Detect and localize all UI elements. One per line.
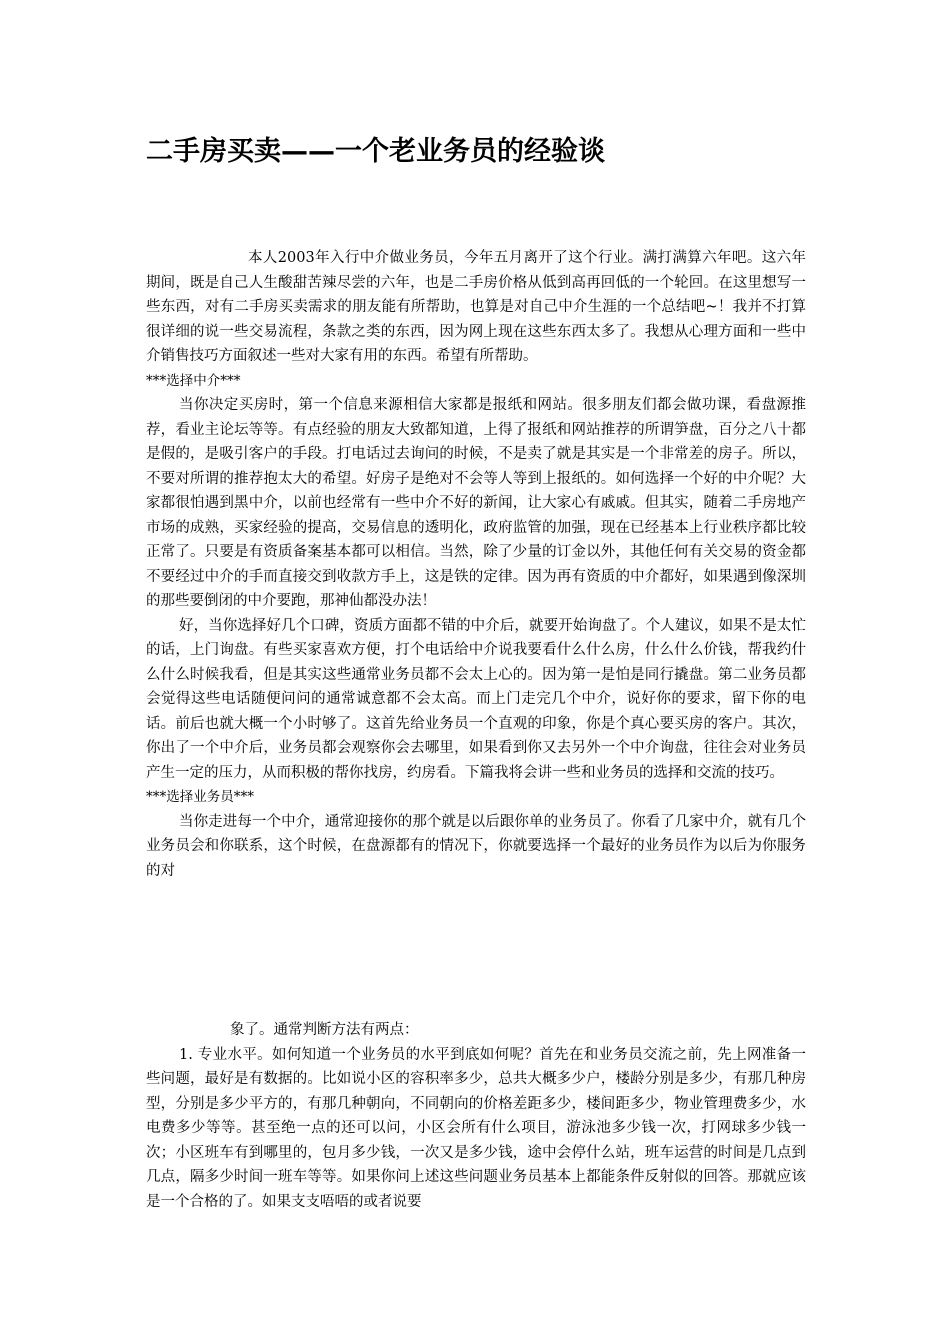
document-title: 二手房买卖——一个老业务员的经验谈: [146, 136, 605, 167]
section-heading-choose-agency: ***选择中介***: [146, 372, 241, 389]
continuation-paragraph: 象了。通常判断方法有两点：: [230, 1022, 419, 1038]
agent-paragraph-1: 当你走进每一个中介，通常迎接你的那个就是以后跟你单的业务员了。你看了几家中介，就有几个业务员会和你联系，这个时候，在盘源都有的情况下，你就要选择一个最好的业务员作为以后为你服务的对: [146, 813, 806, 879]
intro-paragraph: 本人2003年入行中介做业务员，今年五月离开了这个行业。满打满算六年吧。这六年期间，既是自己人生酸甜苦辣尽尝的六年，也是二手房价格从低到高再回低的一个轮回。在这里想写一些东西，对有二手房买卖需求的朋友能有所帮助，也算是对自己中介生涯的一个总结吧~！我并不打算很详细的说一些交易流程，条款之类的东西，因为网上现在这些东西太多了。我想从心理方面和一些中介销售技巧方面叙述一些对大家有用的东西。希望有所帮助。: [146, 250, 806, 364]
section-heading-choose-agent: ***选择业务员***: [146, 789, 254, 805]
document-body-page2: [146, 1018, 806, 1214]
point-1-paragraph: 1. 专业水平。如何知道一个业务员的水平到底如何呢？首先在和业务员交流之前，先上网准备一些问题，最好是有数据的。比如说小区的容积率多少，总共大概多少户，楼龄分别是多少，有那几种房型，分别是多少平方的，有那几种朝向，不同朝向的价格差距多少，楼间距多少，物业管理费多少，水电费多少等等。甚至绝一点的还可以问，小区会所有什么项目，游泳池多少钱一次，打网球多少钱一次；小区班车有到哪里的，包月多少钱，一次又是多少钱，途中会停什么站，班车运营的时间是几点到几点，隔多少时间一班车等等。如果你问上述这些问题业务员基本上都能条件反射似的回答。那就应该是一个合格的了。如果支支唔唔的或者说要: [146, 1046, 806, 1210]
agency-paragraph-2: 好，当你选择好几个口碑，资质方面都不错的中介后，就要开始询盘了。个人建议，如果不是太忙的话，上门询盘。有些买家喜欢方便，打个电话给中介说我要看什么什么房，什么什么价钱，帮我约什么什么时候我看，但是其实这些通常业务员都不会太上心的。因为第一是怕是同行撬盘。第二业务员都会觉得这些电话随便问问的通常诚意都不会太高。而上门走完几个中介，说好你的要求，留下你的电话。前后也就大概一个小时够了。这首先给业务员一个直观的印象，你是个真心要买房的客户。其次，你出了一个中介后，业务员都会观察你会去哪里，如果看到你又去另外一个中介询盘，往往会对业务员产生一定的压力，从而积极的帮你找房，约房看。下篇我将会讲一些和业务员的选择和交流的技巧。: [146, 617, 806, 781]
agency-paragraph-1: 当你决定买房时，第一个信息来源相信大家都是报纸和网站。很多朋友们都会做功课，看盘源推荐，看业主论坛等等。有点经验的朋友大致都知道，上得了报纸和网站推荐的所谓笋盘，百分之八十都是假的，是吸引客户的手段。打电话过去询问的时候，不是卖了就是其实是一个非常差的房子。所以，不要对所谓的推荐抱太大的希望。好房子是绝对不会等人等到上报纸的。如何选择一个好的中介呢？大家都很怕遇到黑中介，以前也经常有一些中介不好的新闻，让大家心有戚戚。但其实，随着二手房地产市场的成熟，买家经验的提高，交易信息的透明化，政府监管的加强，现在已经基本上行业秩序都比较正常了。只要是有资质备案基本都可以相信。当然，除了少量的订金以外，其他任何有关交易的资金都不要经过中介的手而直接交到收款方手上，这是铁的定律。因为再有资质的中介都好，如果遇到像深圳的那些要倒闭的中介要跑，那神仙都没办法！: [146, 397, 806, 609]
document-body-page1: [146, 246, 806, 883]
